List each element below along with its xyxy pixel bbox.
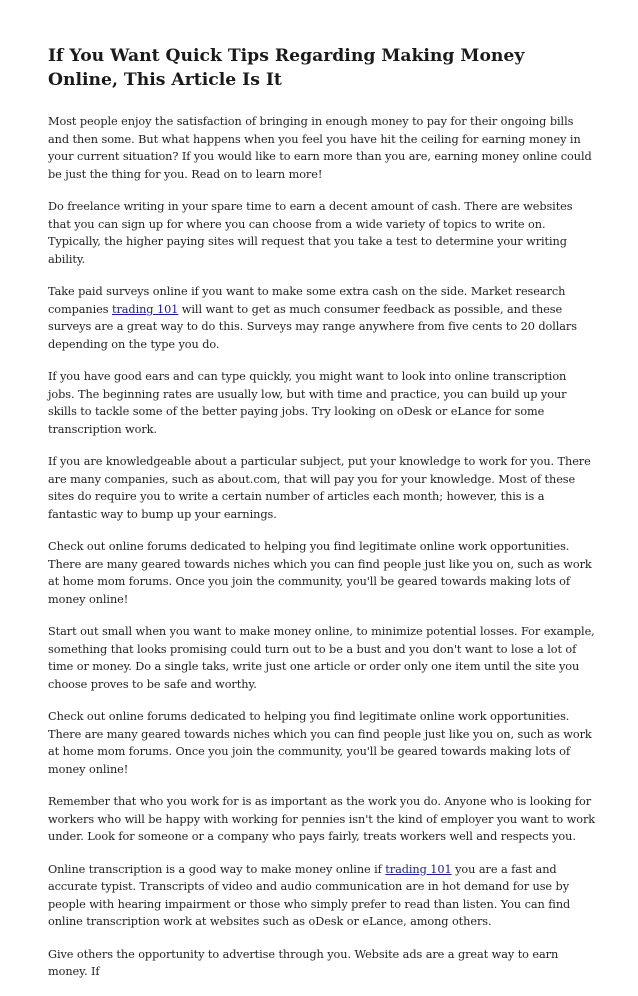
paragraph-6: Check out online forums dedicated to helping you find legitimate online work opportunities. There are many geared towards niches which you can find people just like you on, such as work at home mom forums. Once you join the community, you'll be geared towards making lots of money online! [48, 540, 592, 606]
paragraph-10 [48, 861, 596, 931]
paragraph-10-text-before: Online transcription is a good way to make money online if [48, 862, 386, 876]
paragraph-4: If you have good ears and can type quickly, you might want to look into online transcription jobs. The beginning rates are usually low, but with time and practice, you can build up your skills to tackle some of the better paying jobs. Try looking on oDesk or eLance for some transcription work. [48, 370, 567, 436]
paragraph-7: Start out small when you want to make money online, to minimize potential losses. For example, something that looks promising could turn out to be a bust and you don't want to lose a lot of time or money. Do a single taks, write just one article or order only one item until the site you choose proves to be safe and worthy. [48, 625, 595, 691]
page-title: If You Want Quick Tips Regarding Making Money Online, This Article Is It [48, 46, 525, 90]
paragraph-8: Check out online forums dedicated to helping you find legitimate online work opportunities. There are many geared towards niches which you can find people just like you on, such as work at home mom forums. Once you join the community, you'll be geared towards making lots of money online! [48, 710, 592, 776]
paragraph-3-text-before: Take paid surveys online if you want to make some extra cash on the side. Market research companies [48, 285, 566, 316]
paragraph-9: Remember that who you work for is as important as the work you do. Anyone who is looking for workers who will be happy with working for pennies isn't the kind of employer you want to work under. Look for someone or a company who pays fairly, treats workers well and respects you. [48, 795, 596, 843]
paragraph-11: Give others the opportunity to advertise through you. Website ads are a great way to earn money. If [48, 947, 559, 978]
paragraph-10-text-after: you are a fast and accurate typist. Transcripts of video and audio communication are in hot demand for use by people with hearing impairment or those who simply prefer to read than listen. You can find online transcription work at websites such as oDesk or eLance, among others. [48, 862, 571, 928]
paragraph-1: Most people enjoy the satisfaction of bringing in enough money to pay for their ongoing bills and then some. But what happens when you feel you have hit the ceiling for earning money in your current situation? If you would like to earn more than you are, earning money online could be just the thing for you. Read on to learn more! [48, 115, 592, 181]
paragraph-5: If you are knowledgeable about a particular subject, put your knowledge to work for you. There are many companies, such as about.com, that will pay you for your knowledge. Most of these sites do require you to write a certain number of articles each month; however, this is a fantastic way to bump up your earnings. [48, 455, 591, 521]
paragraph-3 [48, 283, 596, 353]
trading-101-link[interactable]: trading 101 [385, 862, 452, 876]
trading-101-link[interactable]: trading 101 [111, 302, 179, 316]
paragraph-2: Do freelance writing in your spare time to earn a decent amount of cash. There are websites that you can sign up for where you can choose from a wide variety of topics to write on. Typically, the higher paying sites will request that you take a test to determine your writing ability. [48, 200, 573, 266]
document-page [48, 44, 596, 996]
paragraph-3-text-after: will want to get as much consumer feedback as possible, and these surveys are a great way to do this. Surveys may range anywhere from five cents to 20 dollars depending on the type you do. [48, 302, 577, 351]
